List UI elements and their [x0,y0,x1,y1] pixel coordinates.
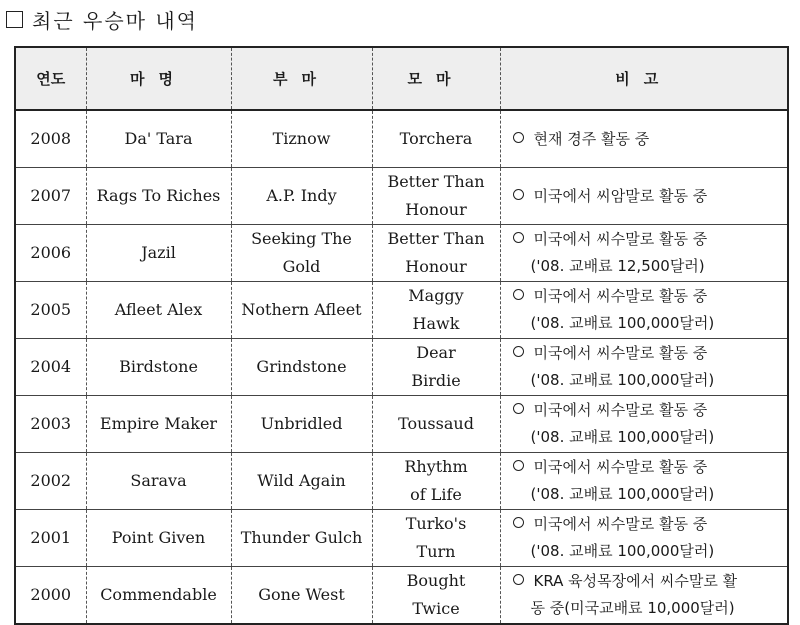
bullet-circle-icon [513,517,524,528]
note-line: ('08. 교배료 12,500달러) [530,257,705,275]
note-line [513,283,784,310]
cell-year: 2002 [15,453,86,510]
cell-note [500,453,788,510]
dam-line: Twice [412,599,460,618]
note-line [513,226,784,253]
cell-dam [372,282,500,339]
cell-sire: Tiznow [231,110,372,168]
cell-dam [372,168,500,225]
cell-dam [372,225,500,282]
cell-note [500,510,788,567]
dam-line: Dear [416,343,456,362]
table-row [15,339,788,396]
table-row [15,453,788,510]
cell-horse-name: Commendable [86,567,231,625]
cell-year: 2005 [15,282,86,339]
table-row [15,567,788,625]
header-dam: 모마 [372,47,500,110]
cell-note [500,225,788,282]
cell-note [500,282,788,339]
header-horse: 마명 [86,47,231,110]
cell-note [500,339,788,396]
section-title [6,4,198,34]
title-text: 최근 우승마 내역 [32,8,198,33]
note-line [513,454,784,481]
cell-year: 2007 [15,168,86,225]
dam-line: Honour [405,200,467,219]
cell-horse-name: Point Given [86,510,231,567]
note-line: ('08. 교배료 100,000달러) [530,371,715,389]
note-text: 미국에서 씨수말로 활동 중 [533,287,708,305]
cell-dam [372,396,500,453]
note-text: 미국에서 씨수말로 활동 중 [533,230,708,248]
dam-line: Rhythm [404,457,468,476]
dam-line: Better Than [387,172,485,191]
bullet-circle-icon [513,403,524,414]
note-line: ('08. 교배료 100,000달러) [530,485,715,503]
winners-table [14,46,789,625]
table-header-row [15,47,788,110]
note-line [513,397,784,424]
dam-line: Honour [405,257,467,276]
note-text: 미국에서 씨수말로 활동 중 [533,401,708,419]
bullet-circle-icon [513,189,524,200]
bullet-circle-icon [513,232,524,243]
cell-year: 2004 [15,339,86,396]
cell-note [500,110,788,168]
cell-sire: A.P. Indy [231,168,372,225]
table-row [15,110,788,168]
cell-sire: Thunder Gulch [231,510,372,567]
cell-year: 2001 [15,510,86,567]
bullet-circle-icon [513,289,524,300]
bullet-circle-icon [513,574,524,585]
table-row [15,282,788,339]
cell-sire: Wild Again [231,453,372,510]
note-text: 미국에서 씨수말로 활동 중 [533,458,708,476]
note-text: 미국에서 씨수말로 활동 중 [533,515,708,533]
cell-year: 2003 [15,396,86,453]
cell-sire: Grindstone [231,339,372,396]
header-year: 연도 [15,47,86,110]
table-row [15,510,788,567]
dam-line: Bought [406,571,466,590]
cell-note [500,567,788,625]
cell-sire: Seeking The Gold [231,225,372,282]
cell-year: 2000 [15,567,86,625]
cell-horse-name: Empire Maker [86,396,231,453]
cell-horse-name: Da' Tara [86,110,231,168]
cell-year: 2008 [15,110,86,168]
cell-horse-name: Afleet Alex [86,282,231,339]
cell-horse-name: Birdstone [86,339,231,396]
note-line [513,126,784,153]
note-line: ('08. 교배료 100,000달러) [530,314,715,332]
dam-line: Toussaud [398,414,474,433]
note-text: KRA 육성목장에서 씨수말로 활 [533,572,738,590]
dam-line: Hawk [412,314,460,333]
cell-dam [372,453,500,510]
cell-horse-name: Sarava [86,453,231,510]
cell-note [500,168,788,225]
cell-dam [372,567,500,625]
dam-line: Better Than [387,229,485,248]
checkbox-icon [6,11,23,28]
table-row [15,168,788,225]
bullet-circle-icon [513,132,524,143]
cell-dam [372,510,500,567]
note-text: 미국에서 씨암말로 활동 중 [533,186,708,205]
cell-horse-name: Jazil [86,225,231,282]
note-line [513,340,784,367]
header-note: 비고 [500,47,788,110]
note-line: ('08. 교배료 100,000달러) [530,542,715,560]
note-text: 미국에서 씨수말로 활동 중 [533,344,708,362]
dam-line: Torchera [399,129,473,148]
header-sire: 부마 [231,47,372,110]
bullet-circle-icon [513,346,524,357]
cell-dam [372,339,500,396]
cell-sire: Gone West [231,567,372,625]
dam-line: Turn [416,542,456,561]
note-line [513,183,784,210]
note-line: 동 중(미국교배료 10,000달러) [530,599,735,617]
dam-line: Maggy [408,286,464,305]
cell-dam [372,110,500,168]
note-line [513,568,784,595]
cell-sire: Nothern Afleet [231,282,372,339]
note-line [513,511,784,538]
bullet-circle-icon [513,460,524,471]
note-text: 현재 경주 활동 중 [533,129,650,148]
cell-year: 2006 [15,225,86,282]
cell-note [500,396,788,453]
dam-line: of Life [410,485,462,504]
note-line: ('08. 교배료 100,000달러) [530,428,715,446]
table-body [15,110,788,624]
table-row [15,225,788,282]
dam-line: Birdie [411,371,461,390]
cell-horse-name: Rags To Riches [86,168,231,225]
cell-sire: Unbridled [231,396,372,453]
table-row [15,396,788,453]
dam-line: Turko's [405,514,467,533]
